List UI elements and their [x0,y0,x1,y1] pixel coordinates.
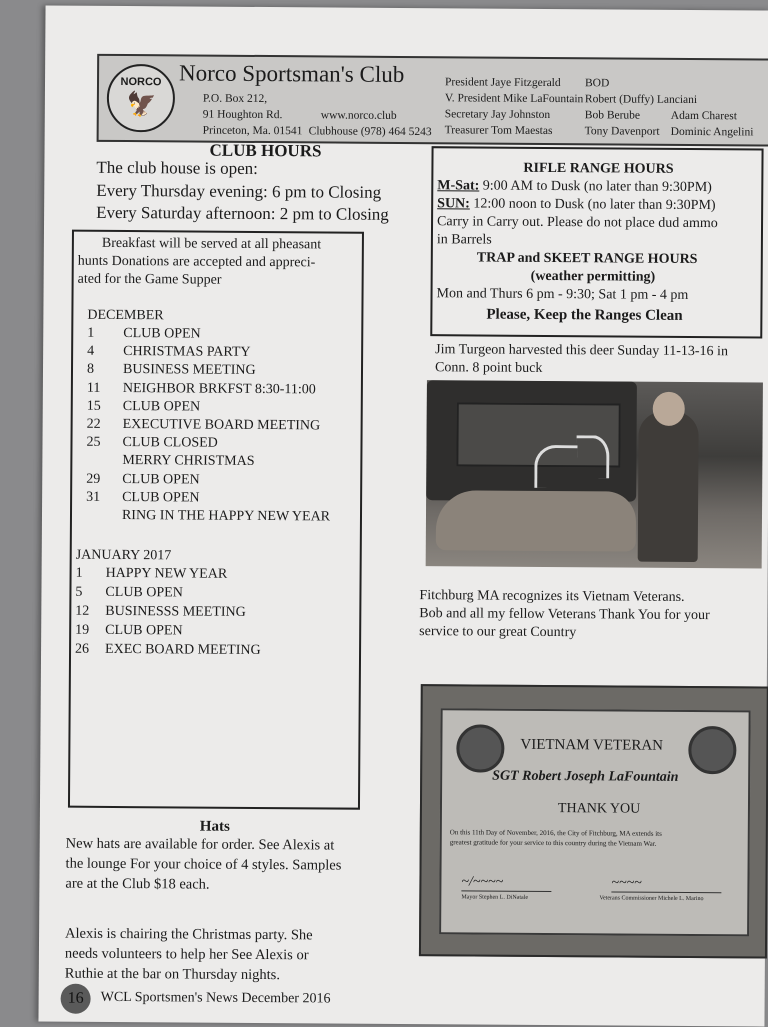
bod-title: BOD [584,77,610,90]
antler [576,435,609,478]
officer-treasurer: Treasurer Tom Maestas [444,124,553,138]
header-banner [97,54,768,147]
schedule-intro: ated for the Game Supper [77,271,222,288]
bod-member: Tony Davenport [584,125,660,138]
christmas-line: Ruthie at the bar on Thursday nights. [64,965,281,984]
street: 91 Houghton Rd. [202,108,283,122]
publication-name: WCL Sportsmen's News December 2016 [100,989,331,1007]
schedule-event: CLUB OPEN [122,398,201,415]
hunter-head [653,392,685,426]
sun-hours: 12:00 noon to Dusk (no later than 9:30PM) [469,196,716,214]
hats-title: Hats [199,818,230,835]
hunter [638,412,699,562]
schedule-event: EXEC BOARD MEETING [105,641,261,658]
veterans-line: Bob and all my fellow Veterans Thank You for your [419,606,710,624]
schedule-day: 26 [75,641,90,657]
schedule-day: 4 [87,343,95,360]
signature-right-name: Veterans Commissioner Michele L. Marino [599,895,704,903]
schedule-day: 1 [87,325,95,341]
city: Princeton, Ma. 01541 [202,124,303,138]
schedule-event: HAPPY NEW YEAR [105,565,228,582]
officer-president: President Jaye Fitzgerald [444,76,561,90]
schedule-event: CLUB OPEN [122,489,200,506]
page-number: 16 [61,984,91,1014]
club-hours-saturday: Every Saturday afternoon: 2 pm to Closing [96,202,389,224]
club-logo [107,64,175,132]
signature-right: ~~~~ [611,875,721,893]
hats-line: are at the Club $18 each. [65,875,210,893]
schedule-day: 31 [86,489,101,505]
club-name: Norco Sportsman's Club [179,60,405,87]
msat-label: M-Sat: [437,178,480,194]
schedule-day: 22 [86,416,101,432]
rifle-title: RIFLE RANGE HOURS [523,160,674,177]
schedule-intro: Breakfast will be served at all pheasant [101,235,322,253]
christmas-line: Alexis is chairing the Christmas party. She [65,925,313,944]
officer-secretary: Secretary Jay Johnston [444,108,551,122]
schedule-day: 8 [86,362,95,378]
bod-member: Adam Charest [670,109,737,123]
rifle-msat [437,178,712,196]
schedule-day: 29 [86,471,101,487]
schedule-day: 19 [75,622,90,638]
antler [534,445,577,488]
january-title: JANUARY 2017 [75,547,172,564]
trap-title: TRAP and SKEET RANGE HOURS [476,250,698,268]
schedule-day: 1 [75,565,83,581]
certificate-text: greatest gratitude for your service to this country during the Vietnam War. [449,838,657,848]
schedule-event: EXECUTIVE BOARD MEETING [122,417,321,434]
bod-member: Dominic Angelini [670,125,754,139]
schedule-day: 5 [75,584,83,600]
trap-hours: Mon and Thurs 6 pm - 9:30; Sat 1 pm - 4 pm [436,286,689,303]
rifle-carry: Carry in Carry out. Please do not place dud ammo [437,214,718,232]
certificate-title: VIETNAM VETERAN [520,736,664,754]
schedule-event: NEIGHBOR BRKFST 8:30-11:00 [122,380,316,397]
schedule-event: CLUB OPEN [122,471,200,488]
logo-text: NORCO [120,76,162,89]
rifle-carry: in Barrels [436,232,492,248]
schedule-event: RING IN THE HAPPY NEW YEAR [121,508,331,525]
trap-weather: (weather permitting) [530,268,656,285]
bod-member: Robert (Duffy) Lanciani [584,93,698,107]
christmas-line: needs volunteers to help her See Alexis or [64,945,309,964]
deer-caption: Conn. 8 point buck [434,360,543,376]
veterans-line: service to our great Country [419,624,577,641]
deer-body [436,490,636,551]
schedule-day: 11 [86,380,101,396]
certificate [439,708,751,936]
schedule-day: 15 [86,398,101,414]
hats-line: New hats are available for order. See Alexis at [65,835,335,854]
schedule-box [68,230,364,810]
club-hours-title: CLUB HOURS [209,140,322,161]
eagle-icon: 🦅 [126,92,157,119]
schedule-day: 25 [86,434,101,451]
schedule-event: BUSINESSS MEETING [105,603,246,620]
officer-vp: V. President Mike LaFountain [444,92,584,106]
rifle-sun [437,196,716,214]
schedule-event: CLUB OPEN [105,622,183,639]
sun-label: SUN: [437,196,470,212]
msat-hours: 9:00 AM to Dusk (no later than 9:30PM) [479,178,712,196]
signature-left: ~/~~~~ [461,874,551,892]
schedule-intro: hunts Donations are accepted and appreci- [77,253,316,271]
deer-photo [426,380,763,568]
certificate-name: SGT Robert Joseph LaFountain [492,768,679,785]
newsletter-page [38,5,768,1026]
schedule-event: CLUB OPEN [105,584,183,601]
keep-clean: Please, Keep the Ranges Clean [486,306,683,324]
schedule-day: 12 [75,603,90,619]
certificate-text: On this 11th Day of November, 2016, the City of Fitchburg, MA extends its [449,828,662,838]
certificate-frame [419,684,768,958]
certificate-thank: THANK YOU [557,801,641,817]
december-title: DECEMBER [87,307,164,324]
club-hours-open: The club house is open: [96,157,258,178]
po-box: P.O. Box 212, [202,92,268,106]
hats-line: the lounge For your choice of 4 styles. Samples [65,855,342,874]
schedule-event: CLUB OPEN [123,326,201,342]
veteran-seal-icon [688,726,736,774]
bod-member: Bob Berube [584,109,641,122]
range-hours-box [430,146,763,338]
veterans-line: Fitchburg MA recognizes its Vietnam Veterans. [419,588,685,605]
club-hours-thursday: Every Thursday evening: 6 pm to Closing [96,180,382,202]
website: www.norco.club [320,109,397,122]
schedule-event: CHRISTMAS PARTY [123,344,251,361]
deer-caption: Jim Turgeon harvested this deer Sunday 11-13-16 in [435,342,729,360]
city-seal-icon [456,724,504,772]
signature-left-name: Mayor Stephen L. DiNatale [461,894,529,901]
clubhouse-phone: Clubhouse (978) 464 5243 [308,125,432,139]
schedule-event: CLUB CLOSED [122,435,218,451]
schedule-event: BUSINESS MEETING [122,362,256,379]
schedule-event: MERRY CHRISTMAS [122,453,255,470]
